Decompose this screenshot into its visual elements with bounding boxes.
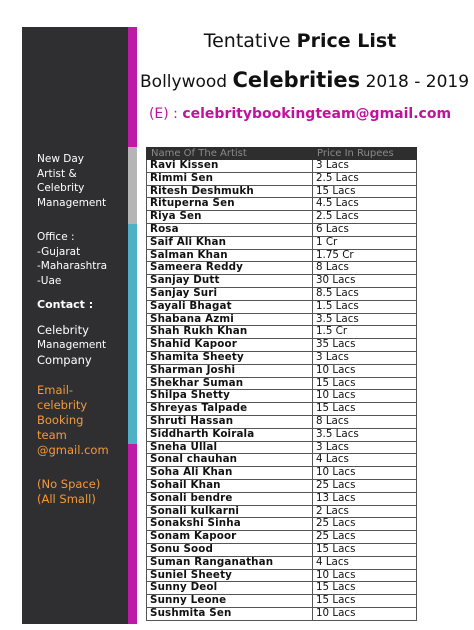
stripe-grey [128,147,137,224]
artist-name-cell: Sunny Leone [147,595,313,608]
title-main: Price List [296,30,397,52]
table-row [147,300,417,313]
table-row [147,454,417,467]
email-note [37,477,129,507]
company-line: Celebrity [37,182,85,194]
artist-name-cell: Shilpa Shetty [147,390,313,403]
price-cell: 6 Lacs [313,223,417,236]
table-row [147,441,417,454]
artist-name-cell: Sanjay Suri [147,287,313,300]
table-row [147,377,417,390]
page-subtitle [140,68,470,92]
artist-name-cell: Shreyas Talpade [147,403,313,416]
company-line: Management [37,196,107,209]
artist-name-cell: Rituperna Sen [147,198,313,211]
table-row [147,415,417,428]
price-cell: 4.5 Lacs [313,198,417,211]
contact-line: Management [37,339,107,351]
contact-line: Company [37,353,92,367]
price-cell: 3.5 Lacs [313,428,417,441]
artist-name-cell: Sayali Bhagat [147,300,313,313]
artist-name-cell: Sonakshi Sinha [147,518,313,531]
email-prefix: (E) : [148,106,178,122]
table-row [147,543,417,556]
office-label: Office : [37,231,75,243]
price-cell: 30 Lacs [313,275,417,288]
artist-name-cell: Sonal chauhan [147,454,313,467]
artist-name-cell: Shamita Sheety [147,351,313,364]
price-cell: 3 Lacs [313,441,417,454]
artist-name-cell: Shah Rukh Khan [147,326,313,339]
artist-name-cell: Sneha Ullal [147,441,313,454]
table-row [147,172,417,185]
artist-name-cell: Riya Sen [147,211,313,224]
artist-name-cell: Siddharth Koirala [147,428,313,441]
price-cell: 2 Lacs [313,505,417,518]
artist-name-cell: Sameera Reddy [147,262,313,275]
table-row [147,313,417,326]
company-name [37,152,129,210]
table-header-row [147,148,417,160]
table-row [147,223,417,236]
price-table [146,147,417,621]
price-cell: 2.5 Lacs [313,172,417,185]
table-row [147,569,417,582]
price-cell: 25 Lacs [313,518,417,531]
column-header-artist: Name Of The Artist [147,148,313,160]
stripe-magenta-bottom [128,444,137,624]
table-row [147,262,417,275]
table-row [147,275,417,288]
price-cell: 4 Lacs [313,556,417,569]
subtitle-main: Celebrities [232,68,361,92]
table-row [147,607,417,620]
note-line: (All Small) [37,492,96,506]
price-cell: 15 Lacs [313,403,417,416]
price-cell: 1.5 Cr [313,326,417,339]
price-table-body [147,160,417,621]
email-line: Booking [37,413,84,427]
artist-name-cell: Sunny Deol [147,582,313,595]
table-row [147,479,417,492]
table-row [147,326,417,339]
price-cell: 25 Lacs [313,531,417,544]
table-row [147,351,417,364]
artist-name-cell: Sanjay Dutt [147,275,313,288]
email-line: celebrity [37,398,88,412]
column-header-price: Price In Rupees [313,148,417,160]
table-row [147,287,417,300]
contact-label-text: Contact : [37,298,94,311]
artist-name-cell: Sonam Kapoor [147,531,313,544]
table-row [147,249,417,262]
price-cell: 10 Lacs [313,390,417,403]
artist-name-cell: Ravi Kissen [147,160,313,173]
price-cell: 1.5 Lacs [313,300,417,313]
table-row [147,467,417,480]
table-row [147,531,417,544]
price-cell: 35 Lacs [313,339,417,352]
subtitle-year: 2018 - 2019 [365,72,470,92]
artist-name-cell: Suniel Sheety [147,569,313,582]
email-line: @gmail.com [37,443,109,457]
table-row [147,198,417,211]
office-line: -Maharashtra [37,260,108,272]
table-row [147,582,417,595]
table-row [147,211,417,224]
artist-name-cell: Sonali kulkarni [147,505,313,518]
stripe-magenta-top [128,27,137,147]
price-cell: 3 Lacs [313,160,417,173]
sidebar-email [37,383,129,458]
price-cell: 1 Cr [313,236,417,249]
price-cell: 2.5 Lacs [313,211,417,224]
header-email: celebritybookingteam@gmail.com [182,106,452,122]
subtitle-prefix: Bollywood [140,72,228,92]
artist-name-cell: Suman Ranganathan [147,556,313,569]
table-row [147,185,417,198]
table-row [147,428,417,441]
artist-name-cell: Soha Ali Khan [147,467,313,480]
artist-name-cell: Sharman Joshi [147,364,313,377]
artist-name-cell: Sonali bendre [147,492,313,505]
office-line: -Gujarat [37,245,81,258]
artist-name-cell: Saif Ali Khan [147,236,313,249]
table-row [147,364,417,377]
email-line: Email- [37,383,74,397]
table-row [147,339,417,352]
price-cell: 10 Lacs [313,607,417,620]
contact-block [37,323,129,368]
price-cell: 15 Lacs [313,377,417,390]
price-cell: 4 Lacs [313,454,417,467]
table-row [147,556,417,569]
table-row [147,595,417,608]
artist-name-cell: Shahid Kapoor [147,339,313,352]
artist-name-cell: Shruti Hassan [147,415,313,428]
contact-line: Celebrity [37,323,89,337]
office-line: -Uae [37,274,62,287]
price-cell: 3.5 Lacs [313,313,417,326]
price-cell: 8 Lacs [313,415,417,428]
price-cell: 8.5 Lacs [313,287,417,300]
company-line: New Day [37,153,84,165]
artist-name-cell: Sushmita Sen [147,607,313,620]
price-cell: 10 Lacs [313,364,417,377]
artist-name-cell: Shekhar Suman [147,377,313,390]
table-row [147,518,417,531]
price-cell: 10 Lacs [313,467,417,480]
title-prefix: Tentative [203,30,291,52]
note-line: (No Space) [37,477,101,491]
table-row [147,160,417,173]
price-cell: 3 Lacs [313,351,417,364]
stripe-teal [128,224,137,444]
artist-name-cell: Sonu Sood [147,543,313,556]
price-cell: 15 Lacs [313,185,417,198]
artist-name-cell: Rosa [147,223,313,236]
table-row [147,403,417,416]
price-cell: 15 Lacs [313,595,417,608]
price-cell: 25 Lacs [313,479,417,492]
price-cell: 1.75 Cr [313,249,417,262]
table-row [147,390,417,403]
price-cell: 10 Lacs [313,569,417,582]
email-line: team [37,428,67,442]
contact-label [37,298,129,312]
table-row [147,236,417,249]
page-title [140,30,460,52]
table-row [147,492,417,505]
price-cell: 15 Lacs [313,582,417,595]
company-line: Artist & [37,167,77,180]
artist-name-cell: Shabana Azmi [147,313,313,326]
artist-name-cell: Salman Khan [147,249,313,262]
artist-name-cell: Sohail Khan [147,479,313,492]
header-email-line [140,106,460,122]
table-row [147,505,417,518]
price-cell: 13 Lacs [313,492,417,505]
office-block [37,230,129,288]
price-cell: 8 Lacs [313,262,417,275]
artist-name-cell: Rimmi Sen [147,172,313,185]
artist-name-cell: Ritesh Deshmukh [147,185,313,198]
price-cell: 15 Lacs [313,543,417,556]
